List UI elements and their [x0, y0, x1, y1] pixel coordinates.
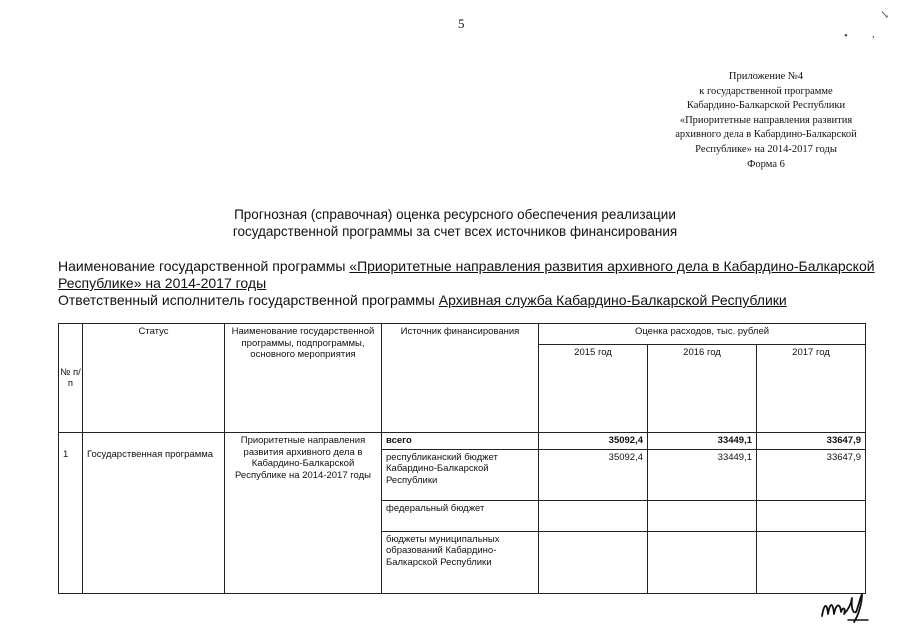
- executor-value: Архивная служба Кабардино-Балкарской Республики: [438, 292, 787, 308]
- appendix-block: [640, 70, 892, 172]
- program-name-label: Наименование государственной программы: [58, 258, 350, 274]
- header-num: № п/п: [59, 324, 83, 433]
- header-year: 2015 год: [539, 345, 648, 433]
- row-status: Государственная программа: [83, 433, 225, 594]
- value-cell: [539, 531, 648, 593]
- header-status: Статус: [83, 324, 225, 433]
- row-program-name: Приоритетные направления развития архивного дела в Кабардино-Балкарской Республике на 2014-2017 годы: [225, 433, 382, 594]
- value-cell: [648, 531, 757, 593]
- title-line-2: государственной программы за счет всех источников финансирования: [232, 224, 678, 239]
- row-num: 1: [59, 433, 83, 594]
- signature-icon: [818, 590, 870, 626]
- value-cell: 35092,4: [539, 433, 648, 450]
- resource-table: [58, 323, 866, 594]
- document-title: [180, 206, 730, 240]
- value-cell: [539, 500, 648, 531]
- source-label: всего: [382, 433, 539, 450]
- header-year: 2017 год: [757, 345, 866, 433]
- program-info: [58, 258, 878, 309]
- program-name-line: [58, 258, 878, 292]
- appendix-line: Форма 6: [747, 158, 785, 170]
- appendix-line: Приложение №4: [728, 71, 804, 82]
- page-number: 5: [458, 16, 465, 31]
- title-line-1: Прогнозная (справочная) оценка ресурсного обеспечения реализации: [234, 207, 676, 222]
- corner-mark: •: [844, 30, 848, 42]
- value-cell: 35092,4: [539, 449, 648, 500]
- header-estimate: Оценка расходов, тыс. рублей: [539, 324, 866, 345]
- appendix-line: к государственной программе: [699, 85, 833, 97]
- value-cell: 33647,9: [757, 449, 866, 500]
- corner-mark: ↘: [880, 9, 890, 21]
- program-name-value: «Приоритетные направления развития архивного дела в Кабардино-Балкарской Республике» на 2014-2017 годы: [58, 258, 875, 291]
- source-label: республиканский бюджет Кабардино-Балкарской Республики: [382, 449, 539, 500]
- appendix-line: архивного дела в Кабардино-Балкарской: [675, 129, 857, 141]
- value-cell: [757, 531, 866, 593]
- appendix-line: Республике» на 2014-2017 годы: [695, 143, 837, 155]
- header-name: Наименование государственной программы, подпрограммы, основного мероприятия: [225, 324, 382, 433]
- header-source: Источник финансирования: [382, 324, 539, 433]
- corner-mark: ,: [872, 28, 875, 40]
- value-cell: 33449,1: [648, 433, 757, 450]
- appendix-line: «Приоритетные направления развития: [679, 114, 853, 126]
- executor-label: Ответственный исполнитель государственной программы: [58, 292, 439, 308]
- value-cell: 33449,1: [648, 449, 757, 500]
- program-executor-line: [58, 292, 878, 309]
- appendix-line: Кабардино-Балкарской Республики: [686, 100, 846, 112]
- value-cell: [757, 500, 866, 531]
- source-label: федеральный бюджет: [382, 500, 539, 531]
- value-cell: [648, 500, 757, 531]
- header-year: 2016 год: [648, 345, 757, 433]
- source-label: бюджеты муниципальных образований Кабардино-Балкарской Республики: [382, 531, 539, 593]
- value-cell: 33647,9: [757, 433, 866, 450]
